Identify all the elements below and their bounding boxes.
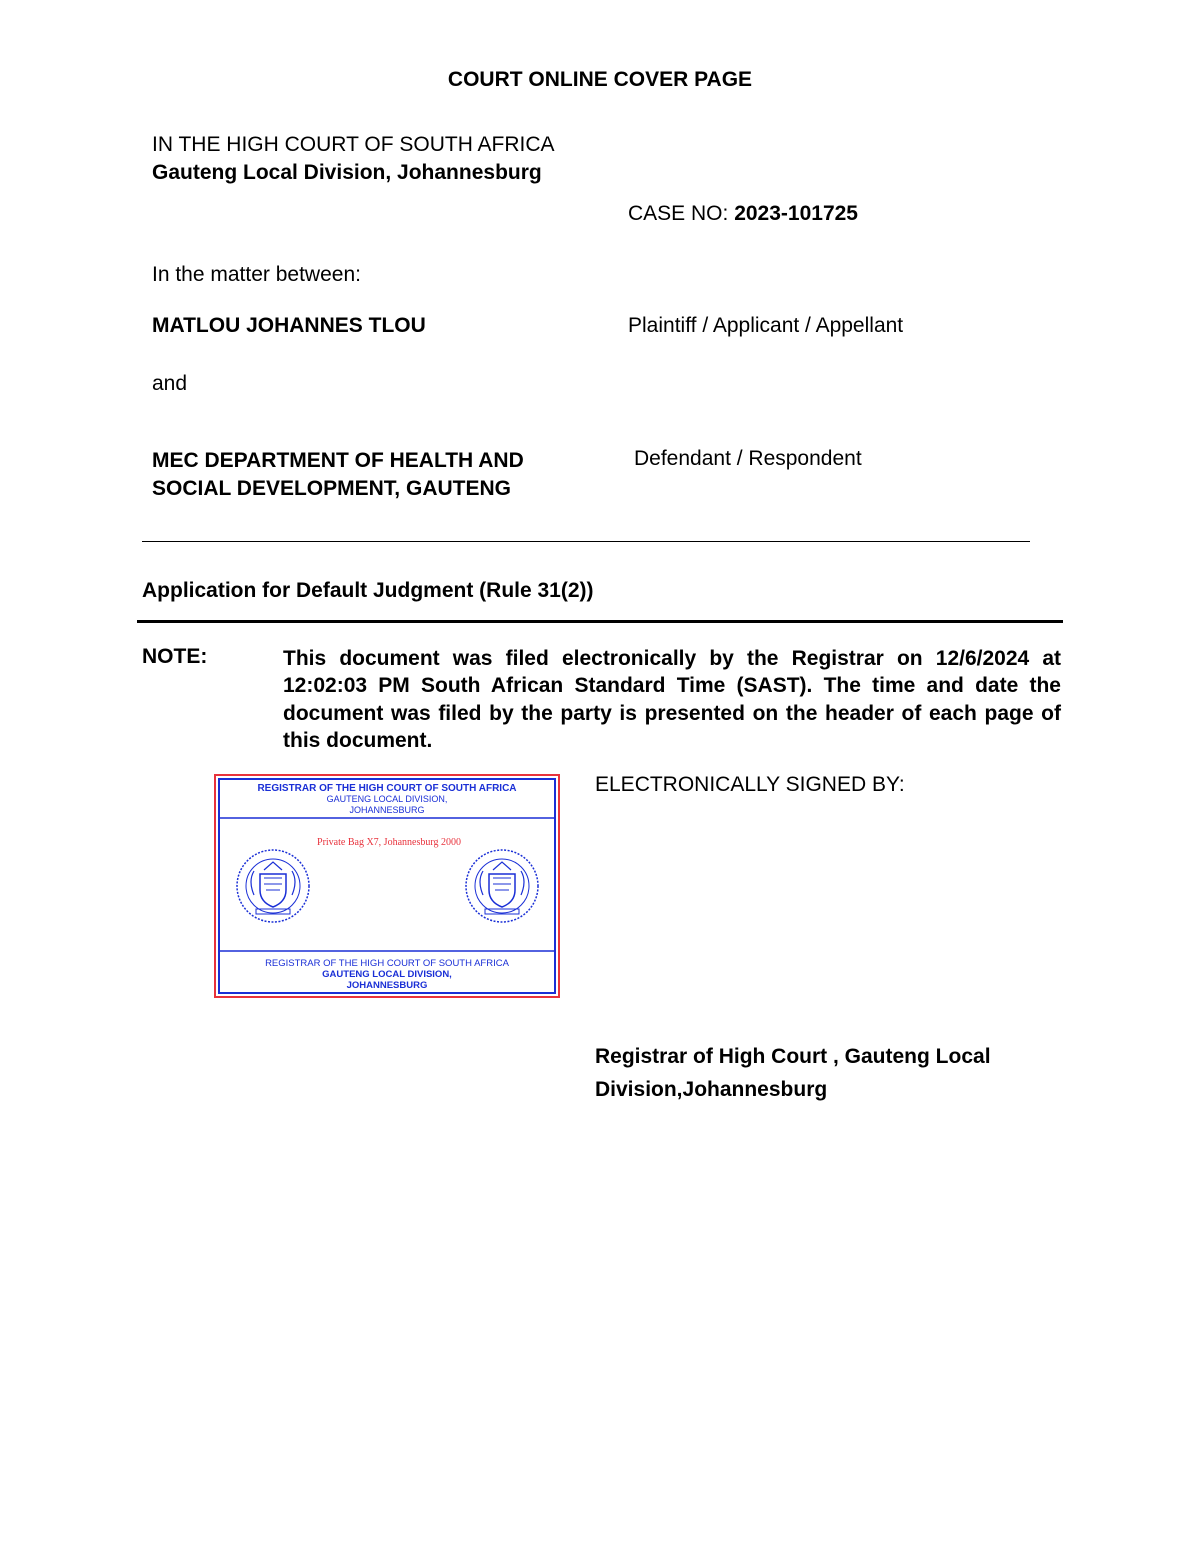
application-title: Application for Default Judgment (Rule 31(2)) (142, 579, 594, 602)
case-number-label: CASE NO: (628, 202, 729, 225)
stamp-bottom-line-3: JOHANNESBURG (346, 980, 428, 991)
stamp-top-line-2: GAUTENG LOCAL DIVISION, (326, 794, 448, 804)
court-name: IN THE HIGH COURT OF SOUTH AFRICA (152, 133, 555, 156)
coat-of-arms-seal-icon (466, 850, 538, 922)
matter-intro: In the matter between: (152, 263, 361, 286)
signatory-name: Registrar of High Court , Gauteng Local Division,Johannesburg (595, 1045, 991, 1101)
divider-line-thick (137, 620, 1063, 623)
coat-of-arms-seal-icon (237, 850, 309, 922)
court-division: Gauteng Local Division, Johannesburg (152, 161, 542, 184)
note-text: This document was filed electronically by the Registrar on 12/6/2024 at 12:02:03 PM South African Standard Time (SAST). The time and date the document was filed by the party is presented on the header of each page of this document. (283, 647, 1061, 752)
defendant-name: MEC DEPARTMENT OF HEALTH AND SOCIAL DEVELOPMENT, GAUTENG (152, 449, 524, 500)
conjunction: and (152, 372, 188, 395)
case-number (628, 202, 858, 226)
stamp-top-line-1: REGISTRAR OF THE HIGH COURT OF SOUTH AFRICA (257, 783, 517, 794)
note-label: NOTE: (142, 645, 208, 668)
plaintiff-role: Plaintiff / Applicant / Appellant (628, 314, 904, 337)
signed-by-label: ELECTRONICALLY SIGNED BY: (595, 773, 905, 796)
stamp-bottom-line-1: REGISTRAR OF THE HIGH COURT OF SOUTH AFRICA (265, 958, 509, 969)
defendant-role: Defendant / Respondent (634, 447, 862, 470)
page-title: COURT ONLINE COVER PAGE (447, 68, 753, 91)
registrar-stamp (214, 774, 560, 998)
plaintiff-name: MATLOU JOHANNES TLOU (152, 314, 426, 337)
case-number-value: 2023-101725 (734, 202, 858, 225)
stamp-address: Private Bag X7, Johannesburg 2000 (317, 837, 461, 848)
stamp-top-line-3: JOHANNESBURG (349, 805, 425, 815)
divider-line (142, 541, 1030, 542)
stamp-bottom-line-2: GAUTENG LOCAL DIVISION, (322, 969, 452, 980)
